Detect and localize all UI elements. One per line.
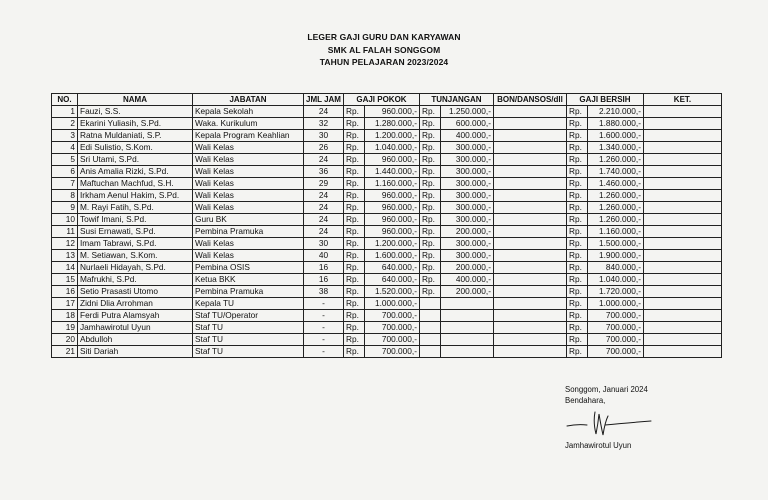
cell-gaji-pokok: 1.440.000,- [364, 166, 419, 178]
cell-jabatan: Wali Kelas [193, 154, 304, 166]
cell-gaji-bersih: 1.260.000,- [587, 214, 643, 226]
table-row [52, 178, 722, 190]
cell-gaji-pokok-currency: Rp. [343, 310, 364, 322]
cell-gaji-pokok-currency: Rp. [343, 274, 364, 286]
row-number: 8 [52, 190, 78, 202]
cell-ket [643, 238, 721, 250]
cell-bon [493, 310, 566, 322]
cell-gaji-bersih: 1.900.000,- [587, 250, 643, 262]
col-header-nama: NAMA [78, 94, 193, 106]
table-row [52, 250, 722, 262]
cell-tunjangan: 300.000,- [440, 214, 493, 226]
cell-gaji-pokok-currency: Rp. [343, 298, 364, 310]
cell-jabatan: Ketua BKK [193, 274, 304, 286]
cell-gaji-bersih: 700.000,- [587, 346, 643, 358]
cell-jml-jam: 30 [304, 130, 344, 142]
cell-tunjangan-currency: Rp. [419, 238, 440, 250]
row-number: 2 [52, 118, 78, 130]
cell-bon [493, 346, 566, 358]
cell-gaji-pokok-currency: Rp. [343, 142, 364, 154]
cell-ket [643, 226, 721, 238]
cell-tunjangan-currency: Rp. [419, 106, 440, 118]
cell-nama: Irkham Aenul Hakim, S.Pd. [78, 190, 193, 202]
cell-bon [493, 226, 566, 238]
row-number: 3 [52, 130, 78, 142]
cell-jabatan: Wali Kelas [193, 142, 304, 154]
cell-bon [493, 286, 566, 298]
col-header-bon: BON/DANSOS/dll [493, 94, 566, 106]
cell-bon [493, 334, 566, 346]
cell-jml-jam: 16 [304, 262, 344, 274]
cell-gaji-pokok-currency: Rp. [343, 334, 364, 346]
col-header-tunjangan: TUNJANGAN [419, 94, 493, 106]
cell-tunjangan-currency: Rp. [419, 118, 440, 130]
cell-tunjangan-currency: Rp. [419, 274, 440, 286]
col-header-no: NO. [52, 94, 78, 106]
cell-gaji-pokok-currency: Rp. [343, 118, 364, 130]
signer-name: Jamhawirotul Uyun [565, 441, 632, 450]
cell-tunjangan [440, 310, 493, 322]
cell-bon [493, 214, 566, 226]
cell-jabatan: Kepala Program Keahlian [193, 130, 304, 142]
cell-gaji-bersih: 1.160.000,- [587, 226, 643, 238]
cell-gaji-bersih-currency: Rp. [566, 202, 587, 214]
cell-gaji-pokok: 700.000,- [364, 334, 419, 346]
cell-nama: Abdulloh [78, 334, 193, 346]
cell-jml-jam: - [304, 322, 344, 334]
cell-jml-jam: - [304, 310, 344, 322]
cell-gaji-pokok: 960.000,- [364, 226, 419, 238]
cell-gaji-bersih-currency: Rp. [566, 190, 587, 202]
cell-jml-jam: - [304, 298, 344, 310]
cell-gaji-bersih: 1.460.000,- [587, 178, 643, 190]
cell-ket [643, 346, 721, 358]
cell-jabatan: Pembina OSIS [193, 262, 304, 274]
cell-jabatan: Wali Kelas [193, 166, 304, 178]
cell-jabatan: Guru BK [193, 214, 304, 226]
cell-jml-jam: 26 [304, 142, 344, 154]
cell-tunjangan: 300.000,- [440, 178, 493, 190]
cell-gaji-bersih-currency: Rp. [566, 178, 587, 190]
cell-tunjangan: 300.000,- [440, 190, 493, 202]
cell-tunjangan-currency: Rp. [419, 226, 440, 238]
cell-gaji-bersih: 700.000,- [587, 334, 643, 346]
cell-bon [493, 130, 566, 142]
cell-ket [643, 214, 721, 226]
cell-tunjangan-currency: Rp. [419, 262, 440, 274]
cell-tunjangan: 300.000,- [440, 250, 493, 262]
cell-gaji-bersih-currency: Rp. [566, 262, 587, 274]
cell-nama: Towif Imani, S.Pd. [78, 214, 193, 226]
cell-tunjangan: 200.000,- [440, 226, 493, 238]
cell-gaji-pokok: 1.160.000,- [364, 178, 419, 190]
cell-gaji-bersih: 1.880.000,- [587, 118, 643, 130]
cell-bon [493, 238, 566, 250]
cell-ket [643, 202, 721, 214]
cell-nama: Imam Tabrawi, S.Pd. [78, 238, 193, 250]
cell-gaji-pokok-currency: Rp. [343, 178, 364, 190]
table-row [52, 202, 722, 214]
cell-gaji-pokok-currency: Rp. [343, 190, 364, 202]
cell-bon [493, 298, 566, 310]
cell-gaji-pokok: 640.000,- [364, 262, 419, 274]
cell-ket [643, 106, 721, 118]
table-row [52, 346, 722, 358]
table-row [52, 142, 722, 154]
table-row [52, 238, 722, 250]
cell-bon [493, 262, 566, 274]
cell-gaji-pokok-currency: Rp. [343, 322, 364, 334]
cell-ket [643, 334, 721, 346]
cell-nama: Edi Sulistio, S.Kom. [78, 142, 193, 154]
cell-gaji-pokok: 960.000,- [364, 190, 419, 202]
cell-tunjangan-currency: Rp. [419, 178, 440, 190]
cell-jml-jam: 40 [304, 250, 344, 262]
cell-tunjangan: 200.000,- [440, 262, 493, 274]
cell-gaji-bersih: 1.040.000,- [587, 274, 643, 286]
cell-gaji-bersih: 1.740.000,- [587, 166, 643, 178]
cell-gaji-bersih: 700.000,- [587, 310, 643, 322]
table-row [52, 118, 722, 130]
cell-tunjangan-currency [419, 322, 440, 334]
cell-nama: Fauzi, S.S. [78, 106, 193, 118]
cell-jml-jam: - [304, 346, 344, 358]
title-line-2: SMK AL FALAH SONGGOM [327, 44, 441, 55]
cell-nama: Ekarini Yuliasih, S.Pd. [78, 118, 193, 130]
cell-bon [493, 142, 566, 154]
cell-nama: M. Rayi Fatih, S.Pd. [78, 202, 193, 214]
cell-jml-jam: 36 [304, 166, 344, 178]
cell-ket [643, 286, 721, 298]
cell-tunjangan-currency: Rp. [419, 286, 440, 298]
cell-gaji-pokok: 700.000,- [364, 310, 419, 322]
cell-gaji-pokok-currency: Rp. [343, 286, 364, 298]
cell-ket [643, 178, 721, 190]
cell-ket [643, 190, 721, 202]
cell-tunjangan: 300.000,- [440, 154, 493, 166]
cell-tunjangan [440, 298, 493, 310]
cell-tunjangan: 300.000,- [440, 166, 493, 178]
row-number: 16 [52, 286, 78, 298]
cell-gaji-bersih-currency: Rp. [566, 226, 587, 238]
cell-tunjangan-currency [419, 346, 440, 358]
cell-jabatan: Staf TU [193, 334, 304, 346]
cell-gaji-pokok-currency: Rp. [343, 166, 364, 178]
cell-bon [493, 118, 566, 130]
cell-gaji-pokok: 1.520.000,- [364, 286, 419, 298]
table-row [52, 154, 722, 166]
table-row [52, 226, 722, 238]
cell-gaji-bersih-currency: Rp. [566, 142, 587, 154]
cell-gaji-pokok-currency: Rp. [343, 262, 364, 274]
cell-gaji-bersih-currency: Rp. [566, 286, 587, 298]
cell-gaji-pokok-currency: Rp. [343, 238, 364, 250]
cell-gaji-bersih: 1.600.000,- [587, 130, 643, 142]
cell-gaji-pokok: 700.000,- [364, 346, 419, 358]
cell-nama: Anis Amalia Rizki, S.Pd. [78, 166, 193, 178]
cell-tunjangan: 400.000,- [440, 274, 493, 286]
row-number: 1 [52, 106, 78, 118]
cell-bon [493, 274, 566, 286]
cell-tunjangan-currency: Rp. [419, 142, 440, 154]
cell-jabatan: Wali Kelas [193, 190, 304, 202]
cell-gaji-bersih: 840.000,- [587, 262, 643, 274]
cell-gaji-bersih-currency: Rp. [566, 298, 587, 310]
cell-ket [643, 298, 721, 310]
cell-jabatan: Waka. Kurikulum [193, 118, 304, 130]
place-date: Songgom, Januari 2024 [565, 385, 648, 394]
signer-role: Bendahara, [565, 396, 606, 405]
cell-nama: Nurlaeli Hidayah, S.Pd. [78, 262, 193, 274]
cell-gaji-pokok-currency: Rp. [343, 226, 364, 238]
cell-bon [493, 154, 566, 166]
cell-nama: M. Setiawan, S.Kom. [78, 250, 193, 262]
cell-ket [643, 310, 721, 322]
cell-nama: Maftuchan Machfud, S.H. [78, 178, 193, 190]
col-header-jabatan: JABATAN [193, 94, 304, 106]
table-row [52, 310, 722, 322]
cell-nama: Susi Ernawati, S.Pd. [78, 226, 193, 238]
row-number: 5 [52, 154, 78, 166]
cell-ket [643, 130, 721, 142]
table-body [52, 106, 722, 358]
cell-bon [493, 250, 566, 262]
document-title [0, 31, 768, 69]
cell-gaji-bersih-currency: Rp. [566, 250, 587, 262]
cell-nama: Setio Prasasti Utomo [78, 286, 193, 298]
cell-jml-jam: 24 [304, 214, 344, 226]
table-row [52, 262, 722, 274]
cell-jabatan: Pembina Pramuka [193, 286, 304, 298]
row-number: 15 [52, 274, 78, 286]
cell-jabatan: Staf TU [193, 322, 304, 334]
cell-tunjangan-currency: Rp. [419, 130, 440, 142]
cell-gaji-pokok: 960.000,- [364, 154, 419, 166]
table-row [52, 214, 722, 226]
row-number: 14 [52, 262, 78, 274]
cell-tunjangan [440, 322, 493, 334]
cell-gaji-bersih: 1.260.000,- [587, 154, 643, 166]
cell-ket [643, 118, 721, 130]
cell-ket [643, 142, 721, 154]
row-number: 6 [52, 166, 78, 178]
cell-nama: Ferdi Putra Alamsyah [78, 310, 193, 322]
cell-gaji-pokok: 1.200.000,- [364, 238, 419, 250]
cell-nama: Mafrukhi, S.Pd. [78, 274, 193, 286]
cell-gaji-bersih-currency: Rp. [566, 238, 587, 250]
row-number: 13 [52, 250, 78, 262]
cell-gaji-bersih-currency: Rp. [566, 274, 587, 286]
cell-tunjangan: 200.000,- [440, 286, 493, 298]
table-row [52, 166, 722, 178]
cell-jml-jam: 32 [304, 118, 344, 130]
col-header-gaji-bersih: GAJI BERSIH [566, 94, 643, 106]
cell-gaji-bersih: 1.340.000,- [587, 142, 643, 154]
table-header-row [52, 94, 722, 106]
cell-jabatan: Staf TU [193, 346, 304, 358]
cell-nama: Ratna Muldaniati, S.P. [78, 130, 193, 142]
cell-tunjangan: 300.000,- [440, 202, 493, 214]
cell-gaji-bersih-currency: Rp. [566, 166, 587, 178]
row-number: 17 [52, 298, 78, 310]
handwritten-signature [565, 404, 655, 438]
cell-tunjangan: 300.000,- [440, 238, 493, 250]
cell-tunjangan-currency: Rp. [419, 214, 440, 226]
col-header-ket: KET. [643, 94, 721, 106]
cell-tunjangan-currency: Rp. [419, 250, 440, 262]
cell-gaji-pokok-currency: Rp. [343, 130, 364, 142]
cell-ket [643, 250, 721, 262]
table-row [52, 190, 722, 202]
cell-jabatan: Wali Kelas [193, 202, 304, 214]
cell-gaji-bersih-currency: Rp. [566, 214, 587, 226]
cell-jml-jam: 24 [304, 190, 344, 202]
cell-bon [493, 190, 566, 202]
cell-gaji-bersih: 1.720.000,- [587, 286, 643, 298]
cell-gaji-pokok: 640.000,- [364, 274, 419, 286]
cell-jml-jam: 24 [304, 154, 344, 166]
cell-gaji-pokok-currency: Rp. [343, 250, 364, 262]
cell-jml-jam: 38 [304, 286, 344, 298]
cell-ket [643, 262, 721, 274]
table-row [52, 298, 722, 310]
cell-bon [493, 106, 566, 118]
cell-nama: Sri Utami, S.Pd. [78, 154, 193, 166]
table-row [52, 322, 722, 334]
row-number: 4 [52, 142, 78, 154]
row-number: 7 [52, 178, 78, 190]
cell-gaji-pokok-currency: Rp. [343, 154, 364, 166]
cell-jml-jam: 29 [304, 178, 344, 190]
cell-jabatan: Wali Kelas [193, 178, 304, 190]
cell-jabatan: Kepala TU [193, 298, 304, 310]
cell-gaji-bersih: 1.000.000,- [587, 298, 643, 310]
table-row [52, 106, 722, 118]
cell-tunjangan [440, 346, 493, 358]
row-number: 20 [52, 334, 78, 346]
salary-ledger-table [51, 93, 722, 358]
cell-nama: Zidni Dlia Arrohman [78, 298, 193, 310]
cell-gaji-pokok: 1.280.000,- [364, 118, 419, 130]
cell-gaji-pokok-currency: Rp. [343, 346, 364, 358]
cell-gaji-pokok-currency: Rp. [343, 106, 364, 118]
cell-tunjangan-currency: Rp. [419, 202, 440, 214]
cell-gaji-bersih-currency: Rp. [566, 346, 587, 358]
row-number: 10 [52, 214, 78, 226]
cell-gaji-bersih-currency: Rp. [566, 118, 587, 130]
cell-gaji-bersih-currency: Rp. [566, 130, 587, 142]
cell-tunjangan: 300.000,- [440, 142, 493, 154]
cell-gaji-bersih: 1.260.000,- [587, 190, 643, 202]
row-number: 18 [52, 310, 78, 322]
cell-bon [493, 202, 566, 214]
table-row [52, 274, 722, 286]
cell-gaji-pokok-currency: Rp. [343, 202, 364, 214]
cell-gaji-bersih: 1.260.000,- [587, 202, 643, 214]
cell-gaji-pokok: 1.200.000,- [364, 130, 419, 142]
cell-ket [643, 166, 721, 178]
cell-jml-jam: 16 [304, 274, 344, 286]
cell-jabatan: Wali Kelas [193, 250, 304, 262]
cell-jml-jam: - [304, 334, 344, 346]
cell-gaji-pokok: 1.600.000,- [364, 250, 419, 262]
cell-gaji-bersih: 700.000,- [587, 322, 643, 334]
col-header-gaji-pokok: GAJI POKOK [343, 94, 419, 106]
signature-block [565, 384, 648, 406]
cell-ket [643, 274, 721, 286]
cell-jabatan: Wali Kelas [193, 238, 304, 250]
cell-jabatan: Staf TU/Operator [193, 310, 304, 322]
cell-gaji-pokok-currency: Rp. [343, 214, 364, 226]
col-header-jml-jam: JML JAM [304, 94, 344, 106]
cell-tunjangan-currency [419, 334, 440, 346]
title-line-1: LEGER GAJI GURU DAN KARYAWAN [307, 32, 461, 42]
cell-gaji-pokok: 1.040.000,- [364, 142, 419, 154]
cell-gaji-pokok: 1.000.000,- [364, 298, 419, 310]
cell-jml-jam: 24 [304, 106, 344, 118]
row-number: 11 [52, 226, 78, 238]
title-line-3: TAHUN PELAJARAN 2023/2024 [319, 57, 449, 67]
cell-gaji-pokok: 960.000,- [364, 202, 419, 214]
row-number: 9 [52, 202, 78, 214]
cell-gaji-bersih-currency: Rp. [566, 106, 587, 118]
cell-gaji-bersih-currency: Rp. [566, 154, 587, 166]
cell-ket [643, 154, 721, 166]
cell-tunjangan-currency: Rp. [419, 154, 440, 166]
row-number: 12 [52, 238, 78, 250]
cell-tunjangan-currency: Rp. [419, 190, 440, 202]
cell-gaji-bersih-currency: Rp. [566, 322, 587, 334]
cell-gaji-bersih-currency: Rp. [566, 334, 587, 346]
cell-jml-jam: 24 [304, 202, 344, 214]
cell-gaji-pokok: 960.000,- [364, 214, 419, 226]
cell-jml-jam: 30 [304, 238, 344, 250]
cell-gaji-bersih: 2.210.000,- [587, 106, 643, 118]
cell-tunjangan: 1.250.000,- [440, 106, 493, 118]
cell-nama: Siti Dariah [78, 346, 193, 358]
cell-gaji-bersih: 1.500.000,- [587, 238, 643, 250]
cell-tunjangan-currency: Rp. [419, 166, 440, 178]
row-number: 19 [52, 322, 78, 334]
cell-bon [493, 322, 566, 334]
table-row [52, 286, 722, 298]
cell-tunjangan-currency [419, 298, 440, 310]
row-number: 21 [52, 346, 78, 358]
cell-jabatan: Kepala Sekolah [193, 106, 304, 118]
cell-bon [493, 178, 566, 190]
table-row [52, 334, 722, 346]
cell-gaji-pokok: 960.000,- [364, 106, 419, 118]
cell-tunjangan [440, 334, 493, 346]
cell-bon [493, 166, 566, 178]
cell-nama: Jamhawirotul Uyun [78, 322, 193, 334]
cell-jabatan: Pembina Pramuka [193, 226, 304, 238]
cell-tunjangan: 400.000,- [440, 130, 493, 142]
cell-gaji-bersih-currency: Rp. [566, 310, 587, 322]
cell-ket [643, 322, 721, 334]
cell-gaji-pokok: 700.000,- [364, 322, 419, 334]
cell-jml-jam: 24 [304, 226, 344, 238]
cell-tunjangan-currency [419, 310, 440, 322]
cell-tunjangan: 600.000,- [440, 118, 493, 130]
table-row [52, 130, 722, 142]
